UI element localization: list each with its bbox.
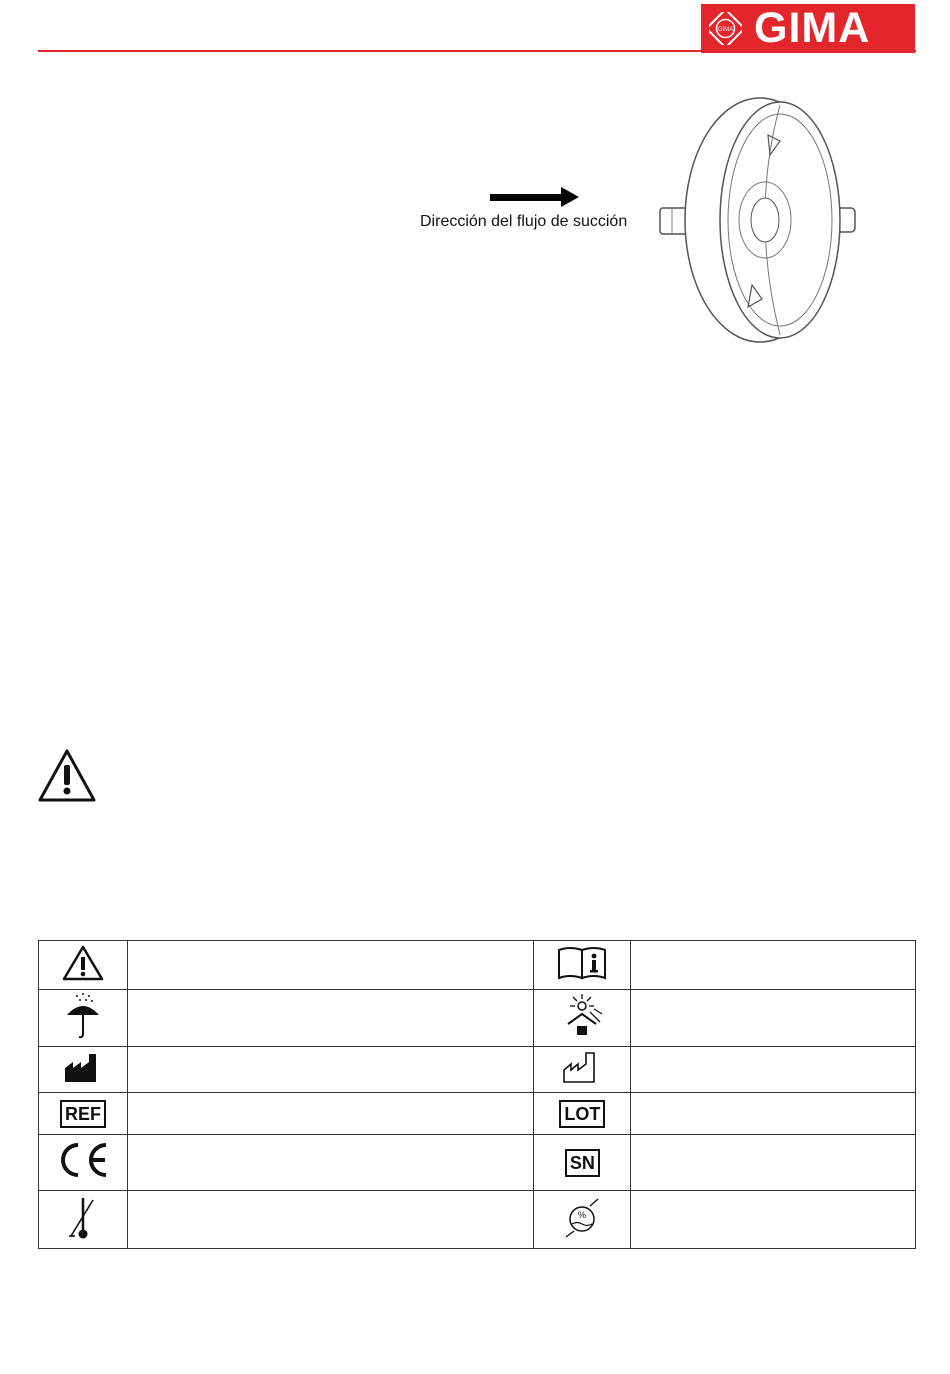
manufacturer-description bbox=[127, 1047, 533, 1093]
table-row bbox=[39, 1047, 916, 1093]
flow-arrow-head-icon bbox=[561, 187, 579, 207]
humidity-limit-description bbox=[631, 1191, 916, 1249]
table-row bbox=[39, 1135, 916, 1191]
temperature-limit-icon bbox=[65, 1229, 101, 1246]
bacterial-filter-drawing bbox=[640, 95, 870, 350]
humidity-limit-icon bbox=[560, 1210, 604, 1244]
humidity-percent-label: % bbox=[578, 1210, 587, 1220]
consult-instructions-description bbox=[631, 941, 916, 990]
symbols-table bbox=[38, 940, 916, 1249]
keep-dry-description bbox=[127, 990, 533, 1047]
manufacturer-icon bbox=[63, 1071, 103, 1088]
flow-direction-figure bbox=[360, 95, 880, 355]
ref-icon: REF bbox=[60, 1100, 106, 1128]
flow-direction-label: Dirección del flujo de succión bbox=[420, 213, 628, 230]
brand-logo bbox=[701, 4, 915, 53]
table-row bbox=[39, 1093, 916, 1135]
serial-number-description bbox=[631, 1135, 916, 1191]
temperature-limit-description bbox=[127, 1191, 533, 1249]
ce-mark-icon bbox=[54, 1167, 112, 1184]
keep-away-from-sunlight-description bbox=[631, 990, 916, 1047]
serial-number-icon: SN bbox=[565, 1149, 600, 1177]
keep-away-from-sunlight-icon bbox=[560, 1027, 604, 1044]
brand-seal-icon bbox=[709, 12, 742, 45]
consult-instructions-icon bbox=[556, 969, 608, 986]
date-of-manufacture-icon bbox=[562, 1071, 602, 1088]
flow-arrow-icon bbox=[490, 194, 562, 201]
table-row bbox=[39, 990, 916, 1047]
date-of-manufacture-description bbox=[631, 1047, 916, 1093]
caution-description bbox=[127, 941, 533, 990]
lot-icon: LOT bbox=[559, 1100, 605, 1128]
lot-description bbox=[631, 1093, 916, 1135]
table-row bbox=[39, 1191, 916, 1249]
ce-mark-description bbox=[127, 1135, 533, 1191]
ref-description bbox=[127, 1093, 533, 1135]
brand-name: GIMA bbox=[754, 4, 871, 52]
caution-icon bbox=[61, 969, 105, 986]
svg-text:GIMA: GIMA bbox=[717, 27, 734, 33]
warning-triangle-icon bbox=[37, 748, 97, 808]
table-row bbox=[39, 941, 916, 990]
keep-dry-icon bbox=[61, 1028, 105, 1045]
